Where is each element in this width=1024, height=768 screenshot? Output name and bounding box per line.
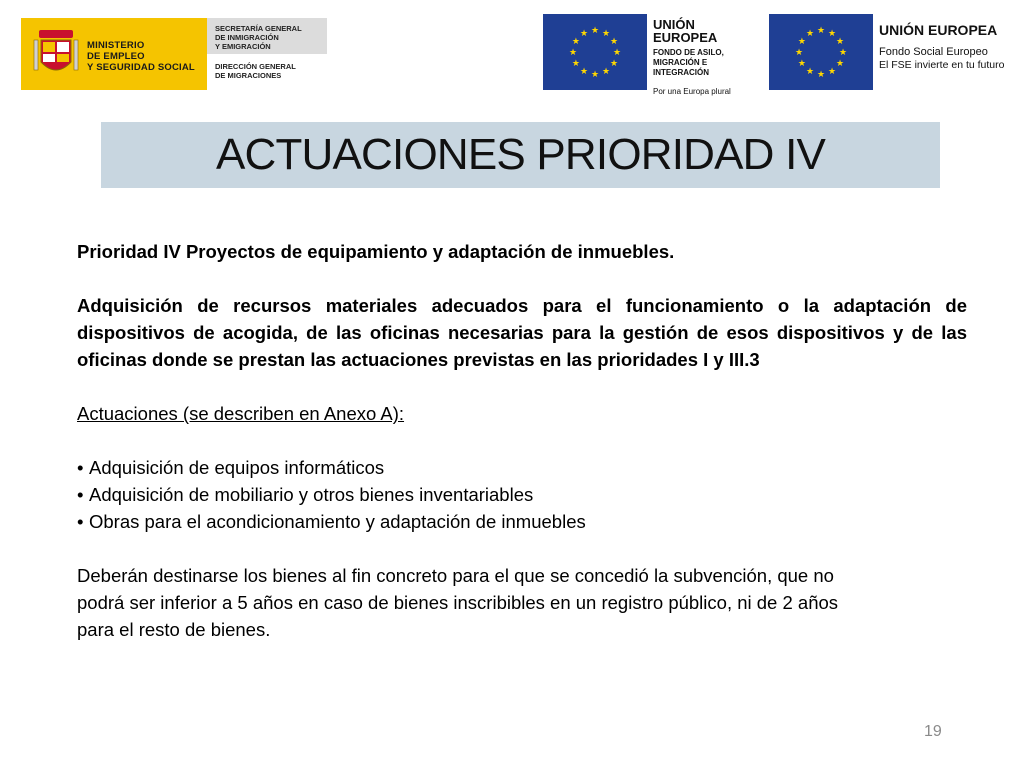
direccion-name: DIRECCIÓN GENERAL DE MIGRACIONES [215, 62, 296, 80]
priority-heading: Prioridad IV Proyectos de equipamiento y adaptación de inmuebles. [77, 241, 675, 262]
actions-label: Actuaciones (se describen en Anexo A): [77, 403, 405, 424]
fund-name: Fondo Social Europeo [879, 46, 988, 58]
eu-star-icon: ★ [601, 66, 611, 77]
eu-fse-logo [769, 14, 1013, 90]
fund-name-line-2: MIGRACIÓN E INTEGRACIÓN [653, 58, 709, 77]
eu-flag-icon [543, 14, 647, 90]
eu-fami-logo [543, 14, 761, 96]
page-number: 19 [924, 723, 942, 740]
bullet-icon: • [77, 484, 84, 505]
eu-star-icon: ★ [805, 66, 815, 77]
ministerio-name: MINISTERIO DE EMPLEO Y SEGURIDAD SOCIAL [87, 40, 195, 73]
eu-star-icon: ★ [590, 69, 600, 79]
priority-description: Adquisición de recursos materiales adecuados para el funcionamiento o la adaptación de dispositivos de acogida, de las oficinas necesarias para la gestión de esos dispositivos y de las oficinas donde se prestan las actuaciones previstas en las prioridades I y III.3 [77, 295, 967, 370]
slide-title: ACTUACIONES PRIORIDAD IV [215, 130, 826, 179]
eu-motto: El FSE invierte en tu futuro [879, 59, 1005, 71]
eu-star-icon: ★ [827, 27, 837, 38]
bullet-icon: • [77, 511, 84, 532]
secretaria-name: SECRETARÍA GENERAL DE INMIGRACIÓN Y EMIGRACIÓN [215, 24, 302, 51]
list-item: • Obras para el acondicionamiento y adaptación de inmuebles [77, 508, 967, 535]
secretaria-block [207, 18, 327, 90]
closing-paragraph: Deberán destinarse los bienes al fin concreto para el que se concedió la subvención, que no podrá ser inferior a 5 años en caso de bienes inscribibles en un registro público, ni de 2 años para el resto de bienes. [77, 565, 839, 640]
eu-star-icon: ★ [836, 58, 845, 68]
eu-star-icon: ★ [571, 36, 580, 46]
slide-content [77, 238, 967, 643]
eu-star-icon: ★ [816, 69, 826, 79]
eu-title: UNIÓN EUROPEA [879, 22, 998, 38]
eu-star-icon: ★ [579, 66, 589, 77]
ministerio-logo [21, 18, 207, 90]
eu-star-icon: ★ [797, 36, 806, 46]
eu-star-icon: ★ [568, 47, 578, 57]
eu-star-icon: ★ [805, 27, 815, 38]
coat-of-arms-icon [33, 26, 79, 82]
eu-star-icon: ★ [797, 58, 806, 68]
eu-flag-icon [769, 14, 873, 90]
bullet-icon: • [77, 457, 84, 478]
eu-star-icon: ★ [794, 47, 804, 57]
eu-title: UNIÓN EUROPEA [653, 17, 718, 45]
logo-row [0, 0, 1024, 100]
eu-star-icon: ★ [827, 66, 837, 77]
eu-star-icon: ★ [816, 25, 826, 35]
eu-star-icon: ★ [579, 27, 589, 38]
eu-star-icon: ★ [610, 36, 619, 46]
eu-star-icon: ★ [590, 25, 600, 35]
eu-star-icon: ★ [838, 47, 848, 57]
eu-star-icon: ★ [836, 36, 845, 46]
eu-star-icon: ★ [601, 27, 611, 38]
title-banner [101, 122, 940, 188]
eu-star-icon: ★ [610, 58, 619, 68]
fund-name-line-1: FONDO DE ASILO, [653, 48, 724, 57]
actions-list [77, 454, 967, 535]
list-item: • Adquisición de equipos informáticos [77, 454, 967, 481]
eu-star-icon: ★ [612, 47, 622, 57]
list-item: • Adquisición de mobiliario y otros bienes inventariables [77, 481, 967, 508]
eu-star-icon: ★ [571, 58, 580, 68]
eu-motto: Por una Europa plural [653, 87, 731, 96]
